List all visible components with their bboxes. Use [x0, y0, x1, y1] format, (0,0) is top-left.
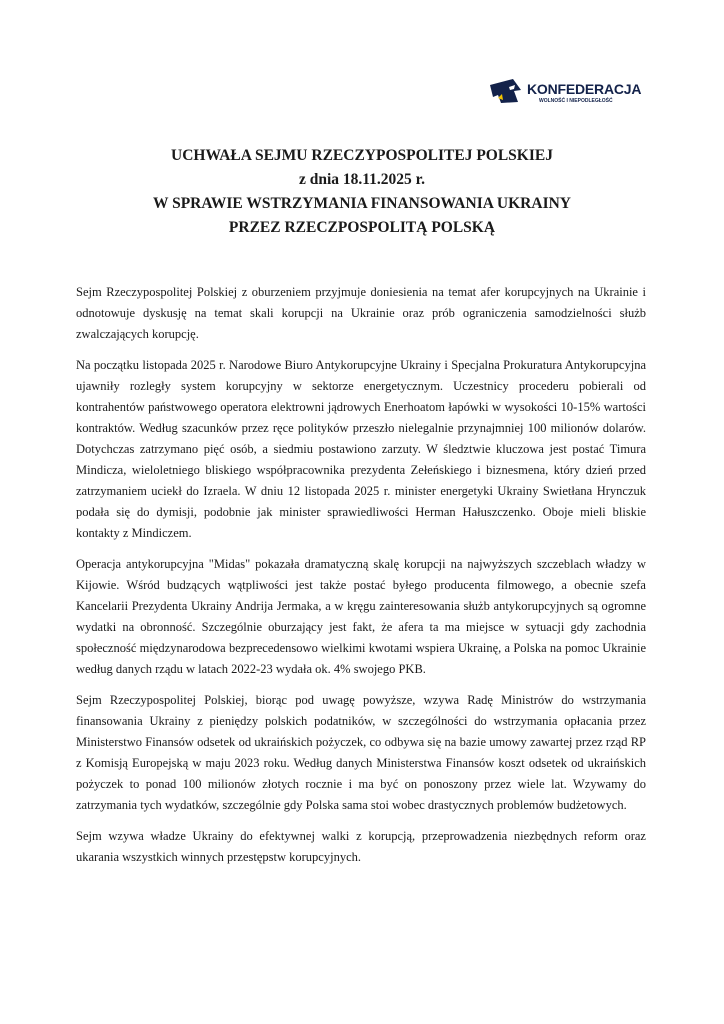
heading-date: z dnia 18.11.2025 r. — [298, 171, 426, 188]
confederation-emblem-icon — [487, 76, 527, 106]
logo-tagline: WOLNOŚĆ I NIEPODLEGŁOŚĆ — [539, 98, 613, 104]
heading-subject-continued: PRZEZ RZECZPOSPOLITĄ POLSKĄ — [228, 219, 496, 236]
party-logo — [487, 76, 652, 106]
paragraph: Sejm wzywa władze Ukrainy do efektywnej walki z korupcją, przeprowadzenia niezbędnych reform oraz ukarania wszystkich winnych przestępstw korupcyjnych. — [76, 829, 646, 864]
document-body — [76, 282, 646, 878]
heading-title: UCHWAŁA SEJMU RZECZYPOSPOLITEJ POLSKIEJ — [171, 147, 553, 164]
logo-name: KONFEDERACJA — [527, 81, 642, 97]
paragraph: Na początku listopada 2025 r. Narodowe Biuro Antykorupcyjne Ukrainy i Specjalna Prokuratura Antykorupcyjna ujawniły rozległy system korupcyjny w sektorze energetycznym. Uczestnicy procederu pobierali od kontrahentów państwowego operatora elektrowni jądrowych Enerhoatom łapówki w wysokości 10-15% wartości kontraktów. Według szacunków przez ręce polityków przeszło nielegalnie przynajmniej 100 milionów dolarów. Dotychczas zatrzymano pięć osób, a siedmiu postawiono zarzuty. W śledztwie kluczowa jest postać Timura Mindicza, wieloletniego bliskiego współpracownika prezydenta Zełeńskiego i biznesmena, który dzień przed zatrzymaniem uciekł do Izraela. W dniu 12 listopada 2025 r. minister energetyki Ukrainy Swietłana Hrynczuk podała się do dymisji, podobnie jak minister sprawiedliwości Herman Hałuszczenko. Oboje mieli bliskie kontakty z Mindiczem. — [76, 358, 646, 540]
paragraph: Operacja antykorupcyjna "Midas" pokazała dramatyczną skalę korupcji na najwyższych szczeblach władzy w Kijowie. Wśród budzących wątpliwości jest także postać byłego producenta filmowego, a obecnie szefa Kancelarii Prezydenta Ukrainy Andrija Jermaka, a w kręgu zainteresowania służb antykorupcyjnych są ogromne wydatki na obronność. Szczególnie oburzający jest fakt, że afera ta ma miejsce w sytuacji gdy zachodnia społeczność międzynarodowa bezprecedensowo wielkimi kwotami wspiera Ukrainę, a Polska na pomoc Ukrainie według danych rządu w latach 2022-23 wydała ok. 4% swojego PKB. — [76, 557, 646, 676]
heading-subject: W SPRAWIE WSTRZYMANIA FINANSOWANIA UKRAINY — [153, 195, 571, 212]
document-heading — [60, 144, 664, 240]
paragraph: Sejm Rzeczypospolitej Polskiej z oburzeniem przyjmuje doniesienia na temat afer korupcyjnych na Ukrainie i odnotowuje dyskusję na temat skali korupcji na Ukrainie oraz prób ograniczenia samodzielności służb zwalczających korupcję. — [76, 285, 646, 341]
paragraph: Sejm Rzeczypospolitej Polskiej, biorąc pod uwagę powyższe, wzywa Radę Ministrów do wstrzymania finansowania Ukrainy z pieniędzy polskich podatników, w szczególności do wstrzymania opłacania przez Ministerstwo Finansów odsetek od ukraińskich pożyczek, co odbywa się na bazie umowy zawartej przez rząd RP z Komisją Europejską w maju 2023 roku. Według danych Ministerstwa Finansów koszt odsetek od ukraińskich pożyczek to ponad 100 milionów złotych rocznie i ma być on ponoszony przez wiele lat. Wzywamy do zatrzymania tych wydatków, szczególnie gdy Polska sama stoi wobec drastycznych problemów budżetowych. — [76, 693, 646, 812]
